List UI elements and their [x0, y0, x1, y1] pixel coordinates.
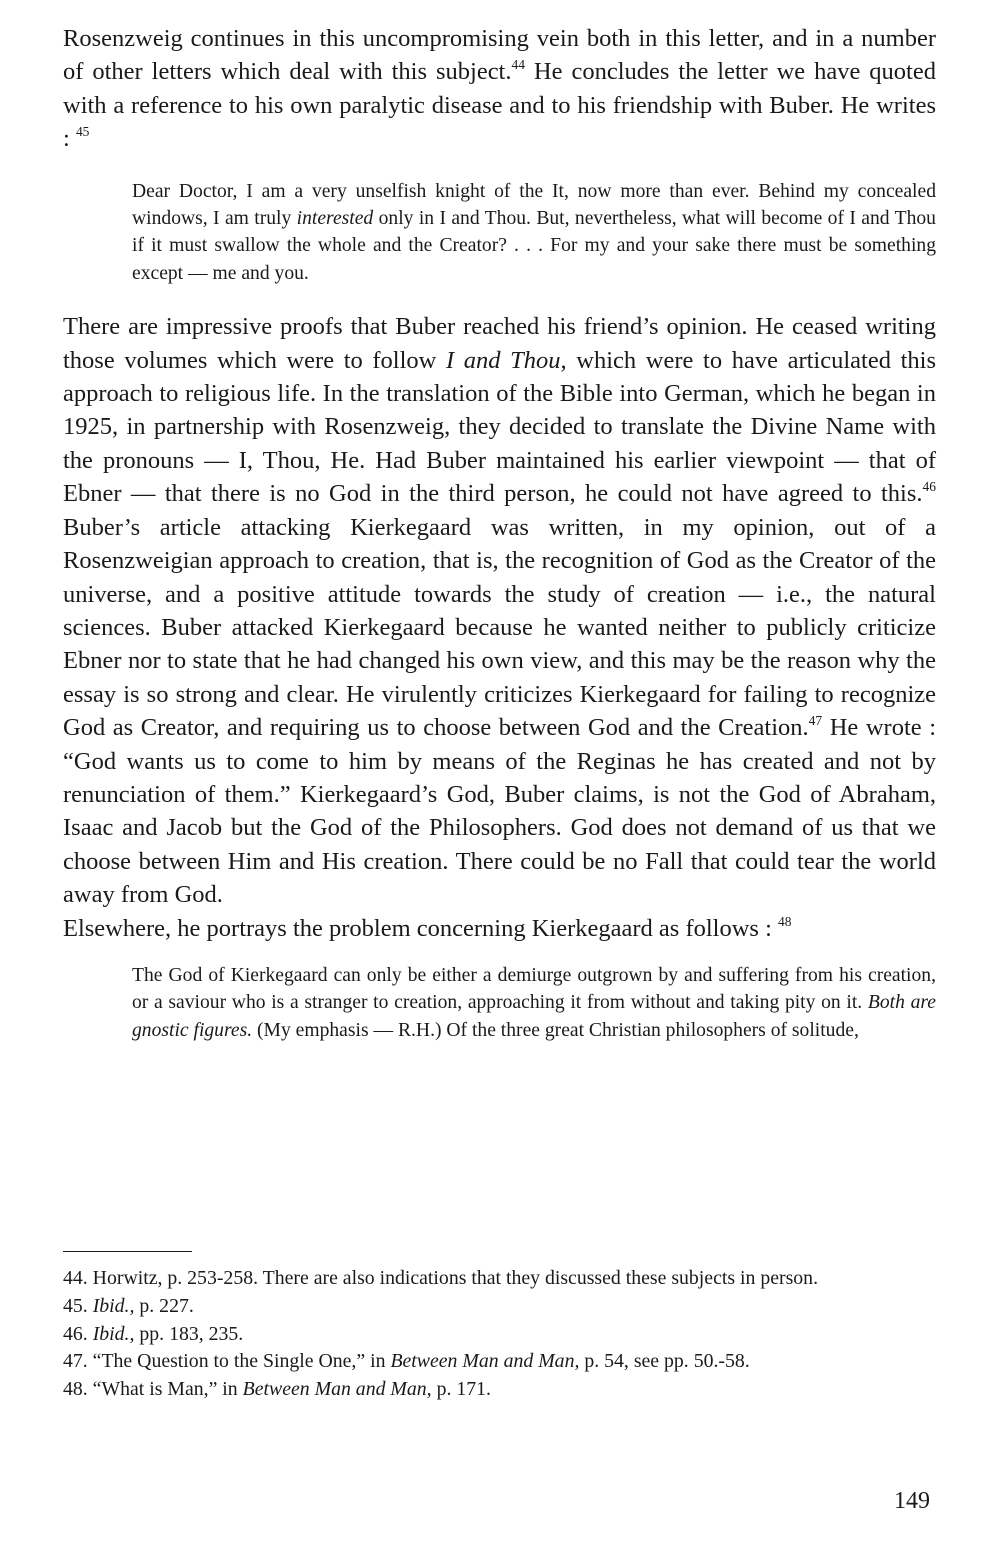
page-number: 149 — [894, 1488, 930, 1514]
paragraph-3: Elsewhere, he portrays the problem concerning Kierkegaard as follows : $^{48}$ — [63, 913, 792, 942]
footnote-ref-48: 48 — [778, 913, 792, 929]
paragraph-1: Rosenzweig continues in this uncompromising vein both in this letter, and in a number of other letters which deal with this subject.$^{44}$ He concludes the letter we have quoted with a reference to his own paralytic disease and to his friendship with Buber. He writes : $^{45}$ — [63, 25, 936, 153]
footnote-ref-45: 45 — [75, 124, 90, 140]
footnote-ref-46: 46 — [922, 479, 936, 495]
footnote-48: 48. “What is Man,” in Between Man and Man, p. 171. — [63, 1378, 491, 1401]
footnote-ref-44: 44 — [511, 57, 525, 73]
paragraph-2: There are impressive proofs that Buber reached his friend’s opinion. He ceased writing those volumes which were to follow I and Thou, which were to have articulated this approach to religious life. In the translation of the Bible into German, which he began in 1925, in partnership with Rosenzweig, they decided to translate the Divine Name with the pronouns — I, Thou, He. Had Buber maintained his earlier viewpoint — that of Ebner — that there is no God in the third person, he could not have agreed to this.$^{46}$ Buber’s article attacking Kierkegaard was written, in my opinion, out of a Rosenzweigian approach to creation, that is, the recognition of God as the Creator of the universe, and a positive attitude towards the study of creation — i.e., the natural sciences. Buber attacked Kierkegaard because he wanted neither to publicly criticize Ebner nor to state that he had changed his own view, and this may be the reason why the essay is so strong and clear. He virulently criticizes Kierkegaard for failing to recognize God as Creator, and requiring us to choose between God and the Creation.$^{47}$ He wrote : “God wants us to come to him by means of the Reginas he has created and not by renunciation of them.” Kierkegaard’s God, Buber claims, is not the God of Abraham, Isaac and Jacob but the God of the Philosophers. God does not demand of us that we choose between Him and His creation. There could be no Fall that could tear the world away from God. — [63, 313, 936, 909]
footnote-44: 44. Horwitz, p. 253-258. There are also indications that they discussed these subjects in person. — [63, 1267, 819, 1289]
block-quote-1: Dear Doctor, I am a very unselfish knight of the It, now more than ever. Behind my concealed windows, I am truly interested only in I and Thou. But, nevertheless, what will become of I and Thou if it must swallow the whole and the Creator? . . . For my and your sake there must be something except — me and you. — [132, 180, 936, 284]
footnotes — [63, 1265, 936, 1404]
footnote-46: 46. Ibid., pp. 183, 235. — [63, 1322, 244, 1345]
footnote-45: 45. Ibid., p. 227. — [63, 1294, 194, 1317]
footnote-47: 47. “The Question to the Single One,” in Between Man and Man, p. 54, see pp. 50.-58. — [63, 1350, 750, 1373]
footnote-ref-47: 47 — [808, 713, 823, 729]
block-quote-2: The God of Kierkegaard can only be either a demiurge outgrown by and suffering from his creation, or a saviour who is a stranger to creation, approaching it from without and taking pity on it. Both are gnostic figures. (My emphasis — R.H.) Of the three great Christian philosophers of solitude, — [132, 964, 937, 1041]
page-body — [63, 22, 936, 1044]
footnote-divider — [63, 1251, 192, 1252]
